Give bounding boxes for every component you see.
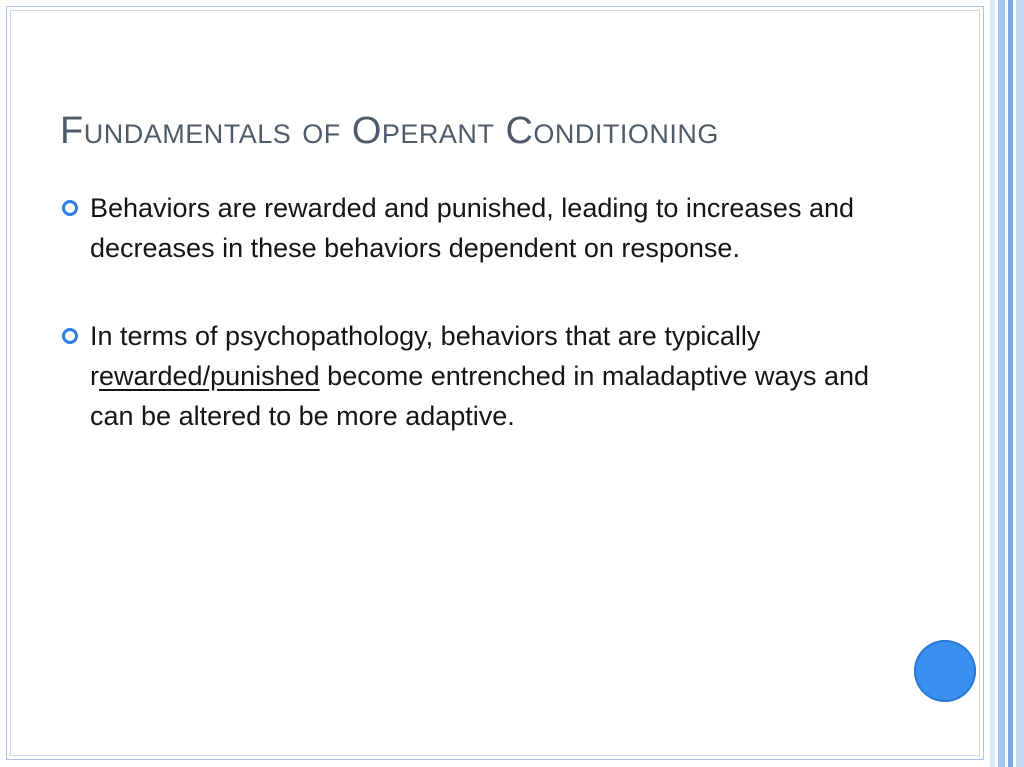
- stripe-8: [1016, 0, 1024, 767]
- slide-title: Fundamentals of Operant Conditioning: [60, 110, 719, 152]
- side-stripes: [984, 0, 1024, 767]
- bullet-item: [62, 316, 902, 436]
- bullet-text-pre: In terms of psychopathology, behaviors that are typically r: [90, 321, 761, 391]
- decorative-circle: [914, 640, 976, 702]
- bullet-text: Behaviors are rewarded and punished, leading to increases and decreases in these behaviors dependent on response.: [90, 193, 855, 263]
- bullet-item: [62, 188, 902, 268]
- stripe-4: [998, 0, 1005, 767]
- bullet-circle-icon: [62, 200, 78, 216]
- bullet-circle-icon: [62, 328, 78, 344]
- bullet-text-underlined: ewarded/punished: [99, 361, 320, 391]
- bullet-list: [62, 188, 902, 484]
- bullet-text-post: become entrenched in maladaptive ways and can be altered to be more adaptive.: [90, 361, 870, 431]
